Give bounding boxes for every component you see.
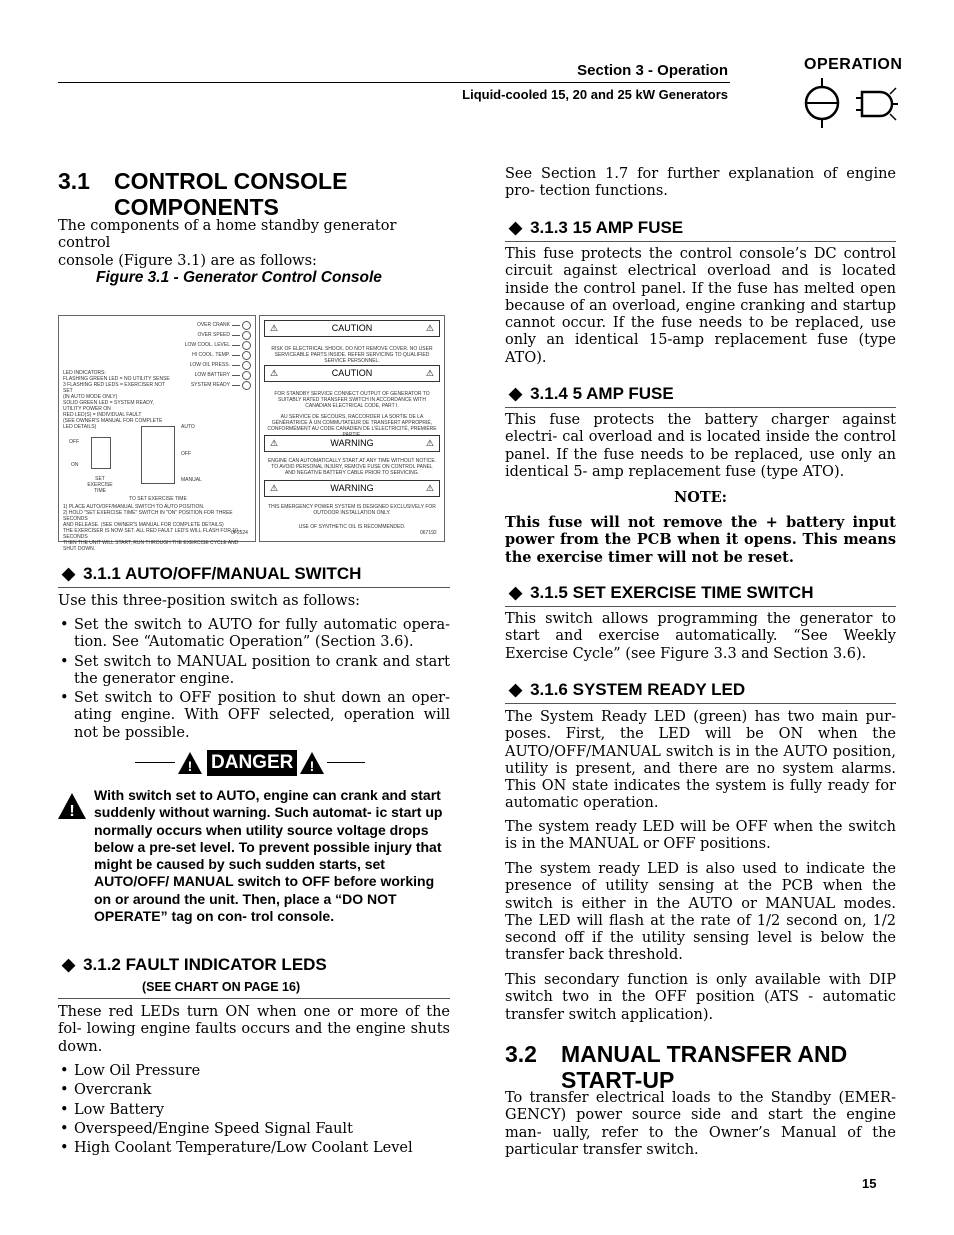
section-3-1-6-p3: The system ready LED is also used to indicate the presence of utility sensing at the PCB when the switch is either in the AUTO or MANUAL modes. The LED will flash at the rate of 1/2 second on, 1/2 second off if the utility sensing level is below the transfer back threshold. <box>505 861 896 964</box>
list-item: • Overspeed/Engine Speed Signal Fault <box>58 1121 450 1138</box>
caution-2-text-fr: AU SERVICE DE SECOURS, RACCORDER LA SORTIE DE LA GÉNÉRATRICE À UN COMMUTATEUR DE TRANSFERT APPROPRIÉ, CONFORMÉMENT AU CODE CANADIEN DE L'ÉLECTRICITÉ, PREMIÈRE PARTIE. <box>267 414 437 438</box>
danger-warning-text: With switch set to AUTO, engine can crank and start suddenly without warning. Such automat- ic start up normally occurs when utility source voltage drops below a pre-set level. To prevent possible injury that might be caused by such sudden starts, set AUTO/OFF/ MANUAL switch to OFF before working on or around the unit. Then, place a “DO NOT OPERATE” tag on con- trol console. <box>94 787 443 925</box>
svg-text:!: ! <box>187 758 193 774</box>
warning-triangle-icon: ⚠ <box>425 368 434 378</box>
set-exercise-time-switch[interactable] <box>91 437 111 469</box>
section-rule <box>58 587 450 588</box>
note-text: This fuse will not remove the + battery input power from the PCB when it opens. This means the exercise timer will not be reset. <box>505 514 896 566</box>
panel-part-code-right: 067192 <box>420 530 437 536</box>
warning-triangle-icon: ⚠ <box>270 483 279 493</box>
section-3-2-text: To transfer electrical loads to the Standby (EMER- GENCY) power source side and start the engine man- ually, refer to the Owner’s Manual of the particular transfer switch. <box>505 1090 896 1158</box>
fault-led-list: OVER CRANK OVER SPEED LOW COOL. LEVEL HI COOL. TEMP. LOW OIL PRESS. LOW BATTERY SYSTEM READY <box>171 320 251 390</box>
note-label: NOTE: <box>673 489 728 506</box>
diamond-bullet-icon: ◆ <box>509 218 523 237</box>
led-icon <box>242 371 251 380</box>
diamond-bullet-icon: ◆ <box>62 955 76 974</box>
list-item: • Set the switch to AUTO for fully automatic opera- tion. See “Automatic Operation” (Section 3.6). <box>58 617 450 652</box>
led-icon <box>242 331 251 340</box>
list-item: • Low Oil Pressure <box>58 1063 450 1080</box>
warning-triangle-icon: ⚠ <box>270 438 279 448</box>
section-3-1-6-p2: The system ready LED will be OFF when the switch is in the MANUAL or OFF positions. <box>505 819 896 853</box>
figure-caption: Figure 3.1 - Generator Control Console <box>96 269 382 286</box>
operation-icon <box>800 76 900 130</box>
switch-off-label: OFF <box>181 451 191 457</box>
svg-text:!: ! <box>309 758 315 774</box>
to-set-exercise-heading: TO SET EXERCISE TIME <box>129 496 187 502</box>
warning-triangle-icon <box>57 792 87 820</box>
svg-text:!: ! <box>69 803 75 820</box>
list-item: • Set switch to OFF position to shut down an oper- ating engine. With OFF selected, operation will not be possible. <box>58 690 450 742</box>
warning-triangle-icon: ⚠ <box>425 323 434 333</box>
switch-auto-label: AUTO <box>181 424 195 430</box>
section-3-1-6-p1: The System Ready LED (green) has two main pur- poses. First, the LED will be ON when the AUTO/OFF/MANUAL switch is in the AUTO position, utility is present, and there are no system alarms. This ON state indicates the system is fully ready for automatic operation. <box>505 709 896 812</box>
fault-list <box>58 1063 450 1159</box>
warning-triangle-icon: ⚠ <box>425 438 434 448</box>
section-3-1-6-p4: This secondary function is only available with DIP switch two in the OFF position (ATS - automatic transfer switch application). <box>505 972 896 1023</box>
diamond-bullet-icon: ◆ <box>62 564 76 583</box>
danger-label: DANGER <box>207 750 297 776</box>
section-3-1-4-text: This fuse protects the battery charger against electri- cal overload and is located inside the control panel. If the fuse needs to be replaced, use only an identical 5- amp replacement fuse (type ATO). <box>505 412 896 480</box>
caution-2-text: FOR STANDBY SERVICE CONNECT OUTPUT OF GENERATOR TO SUITABLY RATED TRANSFER SWITCH IN ACCORDANCE WITH CANADIAN ELECTRICAL CODE, PART I. <box>274 391 430 409</box>
auto-off-manual-switch[interactable] <box>141 426 175 484</box>
led-icon <box>242 341 251 350</box>
caution-1-text: RISK OF ELECTRICAL SHOCK. DO NOT REMOVE COVER. NO USER SERVICEABLE PARTS INSIDE. REFER SERVICING TO QUALIFIED SERVICE PERSONNEL. <box>271 346 433 364</box>
caution-banner-1: ⚠ CAUTION ⚠ <box>264 320 440 337</box>
led-indicator-notes: LED INDICATORS: FLASHING GREEN LED = NO UTILITY SENSE 3 FLASHING RED LEDS = EXERCISER NOT SET (IN AUTO MODE ONLY) SOLID GREEN LED = SYSTEM READY, UTILITY POWER ON RED LED(S) = INDIVIDUAL FAULT (SEE OWNER'S MANUAL FOR COMPLETE LED DETAILS) <box>63 370 170 430</box>
synthetic-oil-note: USE OF SYNTHETIC OIL IS RECOMMENDED. <box>298 524 406 530</box>
section-3-1-6-heading: ◆ 3.1.6 SYSTEM READY LED <box>509 680 746 699</box>
section-3-1-heading: 3.1 CONTROL CONSOLE COMPONENTS <box>58 168 348 220</box>
section-3-1-intro: The components of a home standby generator control console (Figure 3.1) are as follows: <box>58 218 397 269</box>
set-exercise-time-label: SET EXERCISE TIME <box>87 476 113 494</box>
section-3-1-3-heading: ◆ 3.1.3 15 AMP FUSE <box>509 218 684 237</box>
caution-banner-2: ⚠ CAUTION ⚠ <box>264 365 440 382</box>
section-3-1-1-intro: Use this three-position switch as follows: <box>58 593 361 609</box>
warning-triangle-icon: ⚠ <box>270 323 279 333</box>
section-rule <box>58 998 450 999</box>
led-icon <box>242 381 251 390</box>
diamond-bullet-icon: ◆ <box>509 384 523 403</box>
warning-triangle-icon: ⚠ <box>425 483 434 493</box>
exercise-instructions: 1) PLACE AUTO/OFF/MANUAL SWITCH TO AUTO POSITION. 2) HOLD "SET EXERCISE TIME" SWITCH IN "ON" POSITION FOR THREE SECONDS AND RELEASE. (SEE OWNER'S MANUAL FOR COMPLETE DETAILS) THE EXERCISER IS NOW SET. ALL RED FAULT LED'S WILL FLASH FOR 10 SECONDS THEN THE UNIT WILL START, RUN THROUGH THE EXERCISE CYCLE AND SHUT DOWN. <box>63 504 239 552</box>
led-icon <box>242 351 251 360</box>
diamond-bullet-icon: ◆ <box>509 680 523 699</box>
header-rule <box>58 82 730 83</box>
section-rule <box>505 703 896 704</box>
section-rule <box>505 606 896 607</box>
diamond-bullet-icon: ◆ <box>509 583 523 602</box>
control-panel-left <box>58 315 256 552</box>
engine-protection-ref: See Section 1.7 for further explanation of engine pro- tection functions. <box>505 166 896 200</box>
control-panel-right <box>259 315 445 542</box>
led-icon <box>242 321 251 330</box>
see-chart-note: (SEE CHART ON PAGE 16) <box>142 980 301 994</box>
section-rule <box>505 407 896 408</box>
warning-2-text: THIS EMERGENCY POWER SYSTEM IS DESIGNED EXCLUSIVELY FOR OUTDOOR INSTALLATION ONLY. <box>268 504 436 516</box>
section-3-1-4-heading: ◆ 3.1.4 5 AMP FUSE <box>509 384 674 403</box>
warning-triangle-icon <box>177 751 203 775</box>
operation-tab-label: OPERATION <box>804 56 903 73</box>
section-header: Section 3 - Operation <box>577 62 728 79</box>
section-subtitle: Liquid-cooled 15, 20 and 25 kW Generators <box>462 87 728 102</box>
panel-part-code-left: 0F2524 <box>231 530 248 536</box>
warning-triangle-icon <box>299 751 325 775</box>
section-3-1-5-text: This switch allows programming the generator to start and exercise automatically. “See Weekly Exercise Cycle” (see Figure 3.3 and Section 3.6). <box>505 611 896 662</box>
section-3-1-1-heading: ◆ 3.1.1 AUTO/OFF/MANUAL SWITCH <box>62 564 362 583</box>
list-item: • Set switch to MANUAL position to crank and start the generator engine. <box>58 654 450 689</box>
list-item: • Low Battery <box>58 1102 450 1119</box>
list-item: • High Coolant Temperature/Low Coolant Level <box>58 1140 450 1157</box>
warning-triangle-icon: ⚠ <box>270 368 279 378</box>
section-3-1-2-heading: ◆ 3.1.2 FAULT INDICATOR LEDS <box>62 955 327 974</box>
section-3-1-2-text: These red LEDs turn ON when one or more of the fol- lowing engine faults occurs and the engine shuts down. <box>58 1004 450 1055</box>
exercise-switch-off-label: OFF <box>69 439 79 445</box>
warning-banner-2: ⚠ WARNING ⚠ <box>264 480 440 497</box>
section-3-2-heading: 3.2 MANUAL TRANSFER AND START-UP <box>505 1041 848 1093</box>
led-icon <box>242 361 251 370</box>
warning-banner-1: ⚠ WARNING ⚠ <box>264 435 440 452</box>
page-number: 15 <box>862 1176 877 1191</box>
danger-banner <box>135 749 365 777</box>
switch-manual-label: MANUAL <box>181 477 202 483</box>
exercise-switch-on-label: ON <box>71 462 79 468</box>
section-3-1-5-heading: ◆ 3.1.5 SET EXERCISE TIME SWITCH <box>509 583 814 602</box>
section-rule <box>505 241 896 242</box>
list-item: • Overcrank <box>58 1082 450 1099</box>
warning-1-text: ENGINE CAN AUTOMATICALLY START AT ANY TIME WITHOUT NOTICE. TO AVOID PERSONAL INJURY, REMOVE FUSE ON CONTROL PANEL AND NEGATIVE BATTERY CABLE PRIOR TO SERVICING. <box>267 458 437 476</box>
section-3-1-3-text: This fuse protects the control console’s DC control circuit against electrical overload and is located inside the control panel. If the fuse has melted open because of an overload, engine cranking and startup cannot occur. If the fuse needs to be replaced, use only an identical 15-amp replacement fuse (type ATO). <box>505 246 896 366</box>
switch-positions-list <box>58 617 450 744</box>
